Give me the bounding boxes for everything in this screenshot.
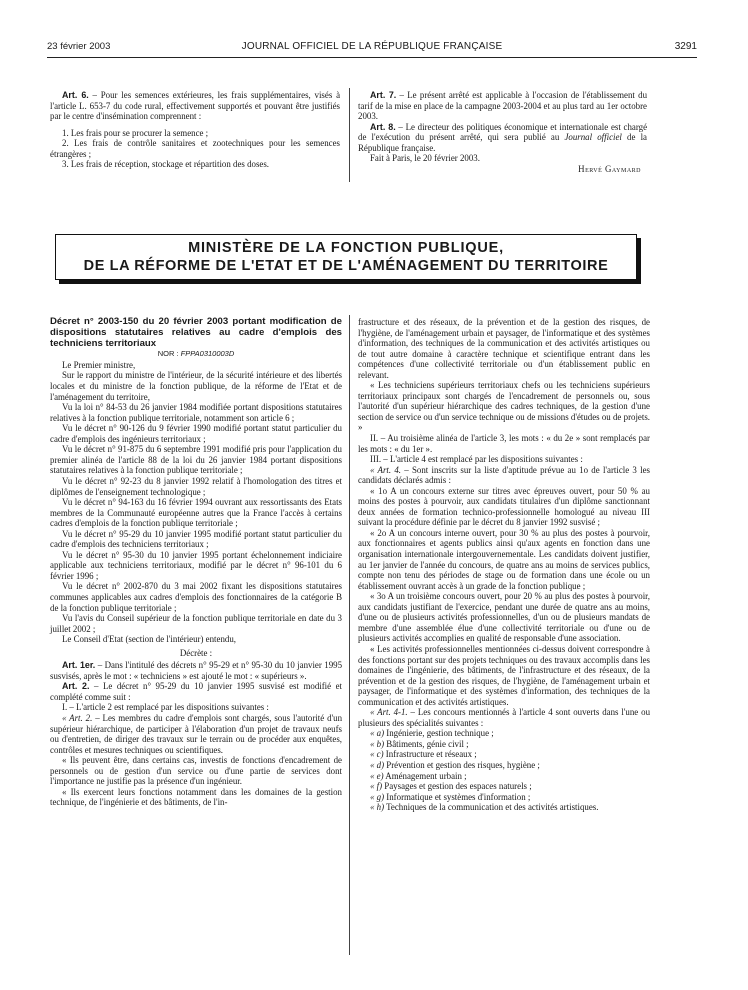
new-art4-1-text: – Les concours mentionnés à l'article 4 sont ouverts dans l'une ou plusieurs des spécialités suivantes : [358, 707, 651, 728]
new-art2-para-4: « Les techniciens supérieurs territoriaux chefs ou les techniciens supérieurs territoriaux principaux sont chargés de l'encadrement de personnels ou, sous l'autorité d'un supérieur hiérarchique des cadres techniques, de la gestion d'une section de service ou d'un service technique ou de missions d'études ou de projets. » [358, 380, 650, 433]
article-1-label: Art. 1er. [62, 660, 96, 671]
new-art2-para-3: « Ils exercent leurs fonctions notamment dans les domaines de la gestion technique, de l'ingénierie et des bâtiments, de l'in- [50, 786, 342, 808]
visa-2: Vu le décret n° 90-126 du 9 février 1990 modifié portant statut particulier du cadre d'emplois des ingénieurs territoriaux ; [50, 423, 342, 444]
visa-6: Vu le décret n° 95-29 du 10 janvier 1995 modifié portant statut particulier du cadre d'emplois des techniciens territoriaux ; [50, 528, 342, 550]
art6-label: Art. 6. [62, 90, 89, 100]
concours-interne: « 2o A un concours interne ouvert, pour 30 % au plus des postes à pourvoir, aux fonctionnaires et agents publics ainsi qu'aux agents en fonction dans une organisation internationale intergouvernementale. Les candidats doivent justifier, au 1er janvier de l'année du concours, de quatre ans au moins de services publics, compte non tenu des périodes de stage ou de formation dans une école ou un établissement ouvrant accès à un grade de la fonction publique ; [358, 527, 650, 591]
art6-item-2: 2. Les frais de contrôle sanitaires et zootechniques pour les semences étrangères ; [50, 138, 340, 159]
header-rule [47, 57, 697, 58]
signing-place-date: Fait à Paris, le 20 février 2003. [370, 153, 480, 164]
body-column-separator [349, 315, 350, 955]
new-art2-para-2: « Ils peuvent être, dans certains cas, investis de fonctions d'encadrement de personnels ou de gestion d'un service ou d'une partie de services dont l'importance ne justifie pas la présence d'un ingénieur. [50, 755, 342, 787]
new-art2-label: « Art. 2. [62, 712, 93, 723]
nor-code: FPPA0310003D [180, 349, 235, 359]
visa-4: Vu le décret n° 92-23 du 8 janvier 1992 relatif à l'homologation des titres et diplômes de l'enseignement technologique ; [50, 475, 342, 497]
preamble-2: Sur le rapport du ministre de l'intérieur, de la sécurité intérieure et des libertés locales et du ministre de la fonction publique, de la réforme de l'Etat et de l'aménagement du territoire, [50, 370, 342, 402]
running-header [47, 41, 697, 55]
header-journal-title: JOURNAL OFFICIEL DE LA RÉPUBLIQUE FRANÇAISE [241, 41, 503, 52]
art8-text-b: de la République française. [358, 132, 647, 153]
new-art4-text: – Sont inscrits sur la liste d'aptitude prévue au 1o de l'article 3 les candidats déclarés admis : [358, 464, 650, 486]
visa-10: Le Conseil d'Etat (section de l'intérieur) entendu, [62, 634, 236, 645]
article-2-text: – Le décret n° 95-29 du 10 janvier 1995 susvisé est modifié et complété comme suit : [50, 681, 343, 702]
troisieme-concours: « 3o A un troisième concours ouvert, pour 20 % au plus des postes à pourvoir, aux candidats justifiant de l'exercice, pendant une durée de quatre ans au moins, d'une ou de plusieurs activités professionnelles, d'un ou de plusieurs mandats de membre d'une assemblée élue d'une collectivité territoriale ou d'une ou de plusieurs activités accomplies en qualité de responsable d'une association. [358, 591, 650, 644]
visa-3: Vu le décret n° 91-875 du 6 septembre 1991 modifié pris pour l'application du premier alinéa de l'article 88 de la loi du 26 janvier 1984 portant dispositions statutaires relatives à la fonction publique territoriale ; [50, 444, 342, 476]
art7-text: – Le présent arrêté est applicable à l'occasion de l'établissement du tarif de la mise en place de la campagne 2003-2004 et au plus tard au 1er octobre 2003. [358, 90, 648, 122]
top-right-column [358, 90, 647, 174]
specialty-item: « a) Ingénierie, gestion technique ; [370, 728, 494, 739]
new-art4-label: « Art. 4. [370, 464, 402, 475]
specialty-item: « g) Informatique et systèmes d'information ; [370, 791, 531, 802]
visa-9: Vu l'avis du Conseil supérieur de la fonction publique territoriale en date du 3 juillet 2002 ; [50, 613, 342, 634]
header-date: 23 février 2003 [47, 41, 111, 52]
art6-text: – Pour les semences extérieures, les frais supplémentaires, visés à l'article L. 653-7 du code rural, effectivement supportés et pouvant être justifiés par le centre d'insémination comprennent : [50, 90, 341, 122]
top-column-separator [349, 88, 350, 182]
nor-reference: NOR : FPPA0310003D [157, 349, 235, 359]
visa-1: Vu la loi n° 84-53 du 26 janvier 1984 modifiée portant dispositions statutaires relatives à la fonction publique territoriale, notamment son article 6 ; [50, 402, 342, 423]
art6-item-1: 1. Les frais pour se procurer la semence ; [62, 127, 209, 138]
decree-title: Décret n° 2003-150 du 20 février 2003 portant modification de dispositions statutaires relatives au cadre d'emplois des techniciens territoriaux [50, 316, 342, 349]
specialty-item: « d) Prévention et gestion des risques, hygiène ; [370, 759, 540, 770]
visa-5: Vu le décret n° 94-163 du 16 février 1994 ouvrant aux ressortissants des Etats membres de la Communauté européenne autres que la France l'accès à certains cadres d'emplois de la fonction publique territoriale ; [50, 497, 342, 529]
preamble-1: Le Premier ministre, [62, 359, 136, 370]
specialty-item: « c) Infrastructure et réseaux ; [370, 749, 477, 760]
ministry-line-2: DE LA RÉFORME DE L'ETAT ET DE L'AMÉNAGEMENT DU TERRITOIRE [83, 258, 609, 274]
specialty-item: « h) Techniques de la communication et des activités artistiques. [370, 802, 599, 813]
visa-8: Vu le décret n° 2002-870 du 3 mai 2002 fixant les dispositions statutaires communes applicables aux cadres d'emplois des fonctionnaires de la catégorie B de la fonction publique territoriale ; [50, 581, 342, 613]
body-left-column [50, 317, 342, 808]
activites-professionnelles: « Les activités professionnelles mentionnées ci-dessus doivent correspondre à des fonctions portant sur des projets techniques ou des travaux accomplis dans les domaines de l'ingénierie, des bâtiments, de l'infrastructure et des réseaux, de la prévention et de la gestion des risques, de l'hygiène, de l'aménagement urbain et paysager, de l'informatique et des systèmes d'information, des techniques de la communication et des activités artistiques. [358, 643, 650, 707]
top-left-column [50, 90, 340, 170]
ministry-heading [55, 234, 637, 280]
art8-text-a: – Le directeur des politiques économique et internationale est chargé de l'exécution du présent arrêté, qui sera publié au [358, 121, 648, 143]
signature: Hervé Gaymard [578, 163, 641, 174]
article-2-point-1: I. – L'article 2 est remplacé par les dispositions suivantes : [62, 702, 269, 713]
ministry-line-1: MINISTÈRE DE LA FONCTION PUBLIQUE, [188, 240, 504, 256]
article-1-text: – Dans l'intitulé des décrets n° 95-29 et n° 95-30 du 10 janvier 1995 susvisés, après le mot : « techniciens » est ajouté le mot : « supérieurs ». [50, 660, 343, 681]
decrete-heading: Décrète : [179, 647, 213, 658]
new-art4-1-label: « Art. 4-1. [370, 707, 408, 718]
article-2-point-2: II. – Au troisième alinéa de l'article 3, les mots : « du 2e » sont remplacés par les mots : « du 1er ». [358, 433, 650, 454]
article-2-point-3: III. – L'article 4 est remplacé par les dispositions suivantes : [370, 454, 583, 465]
article-2-label: Art. 2. [62, 681, 90, 692]
art8-journal: Journal officiel [564, 132, 622, 143]
art7-label: Art. 7. [370, 90, 397, 100]
specialty-item: « e) Aménagement urbain ; [370, 770, 467, 781]
visa-7: Vu le décret n° 95-30 du 10 janvier 1995 portant échelonnement indiciaire applicable aux techniciens territoriaux, modifié par le décret n° 96-101 du 6 février 1996 ; [50, 549, 342, 581]
continued-paragraph: frastructure et des réseaux, de la prévention et de la gestion des risques, de l'hygiène, de l'aménagement urbain et paysager, de l'informatique et des systèmes d'information, des techniques de la communication et des activités artistiques ou de tout autre domaine à caractère technique et scientifique entrant dans les compétences d'une collectivité territoriale ou d'un établissement public en relevant. [358, 317, 650, 380]
art6-item-3: 3. Les frais de réception, stockage et répartition des doses. [62, 159, 270, 170]
art8-label: Art. 8. [370, 121, 396, 132]
header-page-number: 3291 [674, 41, 697, 52]
new-art2-text: – Les membres du cadre d'emplois sont chargés, sous l'autorité d'un supérieur hiérarchique, de participer à l'élaboration d'un projet de travaux neufs ou d'entretien, de diriger des travaux sur le terrain ou de procéder aux enquêtes, contrôles et mesures techniques ou scientifiques. [50, 712, 343, 755]
specialty-item: « b) Bâtiments, génie civil ; [370, 738, 469, 749]
body-right-column [358, 317, 650, 813]
concours-externe: « 1o A un concours externe sur titres avec épreuves ouvert, pour 50 % au moins des postes à pourvoir, aux candidats titulaires d'un diplôme sanctionnant deux années de formation technico-professionnelle homologué au niveau III suivant la procédure définie par le décret du 8 janvier 1992 susvisé ; [358, 485, 650, 528]
specialty-item: « f) Paysages et gestion des espaces naturels ; [370, 781, 532, 792]
